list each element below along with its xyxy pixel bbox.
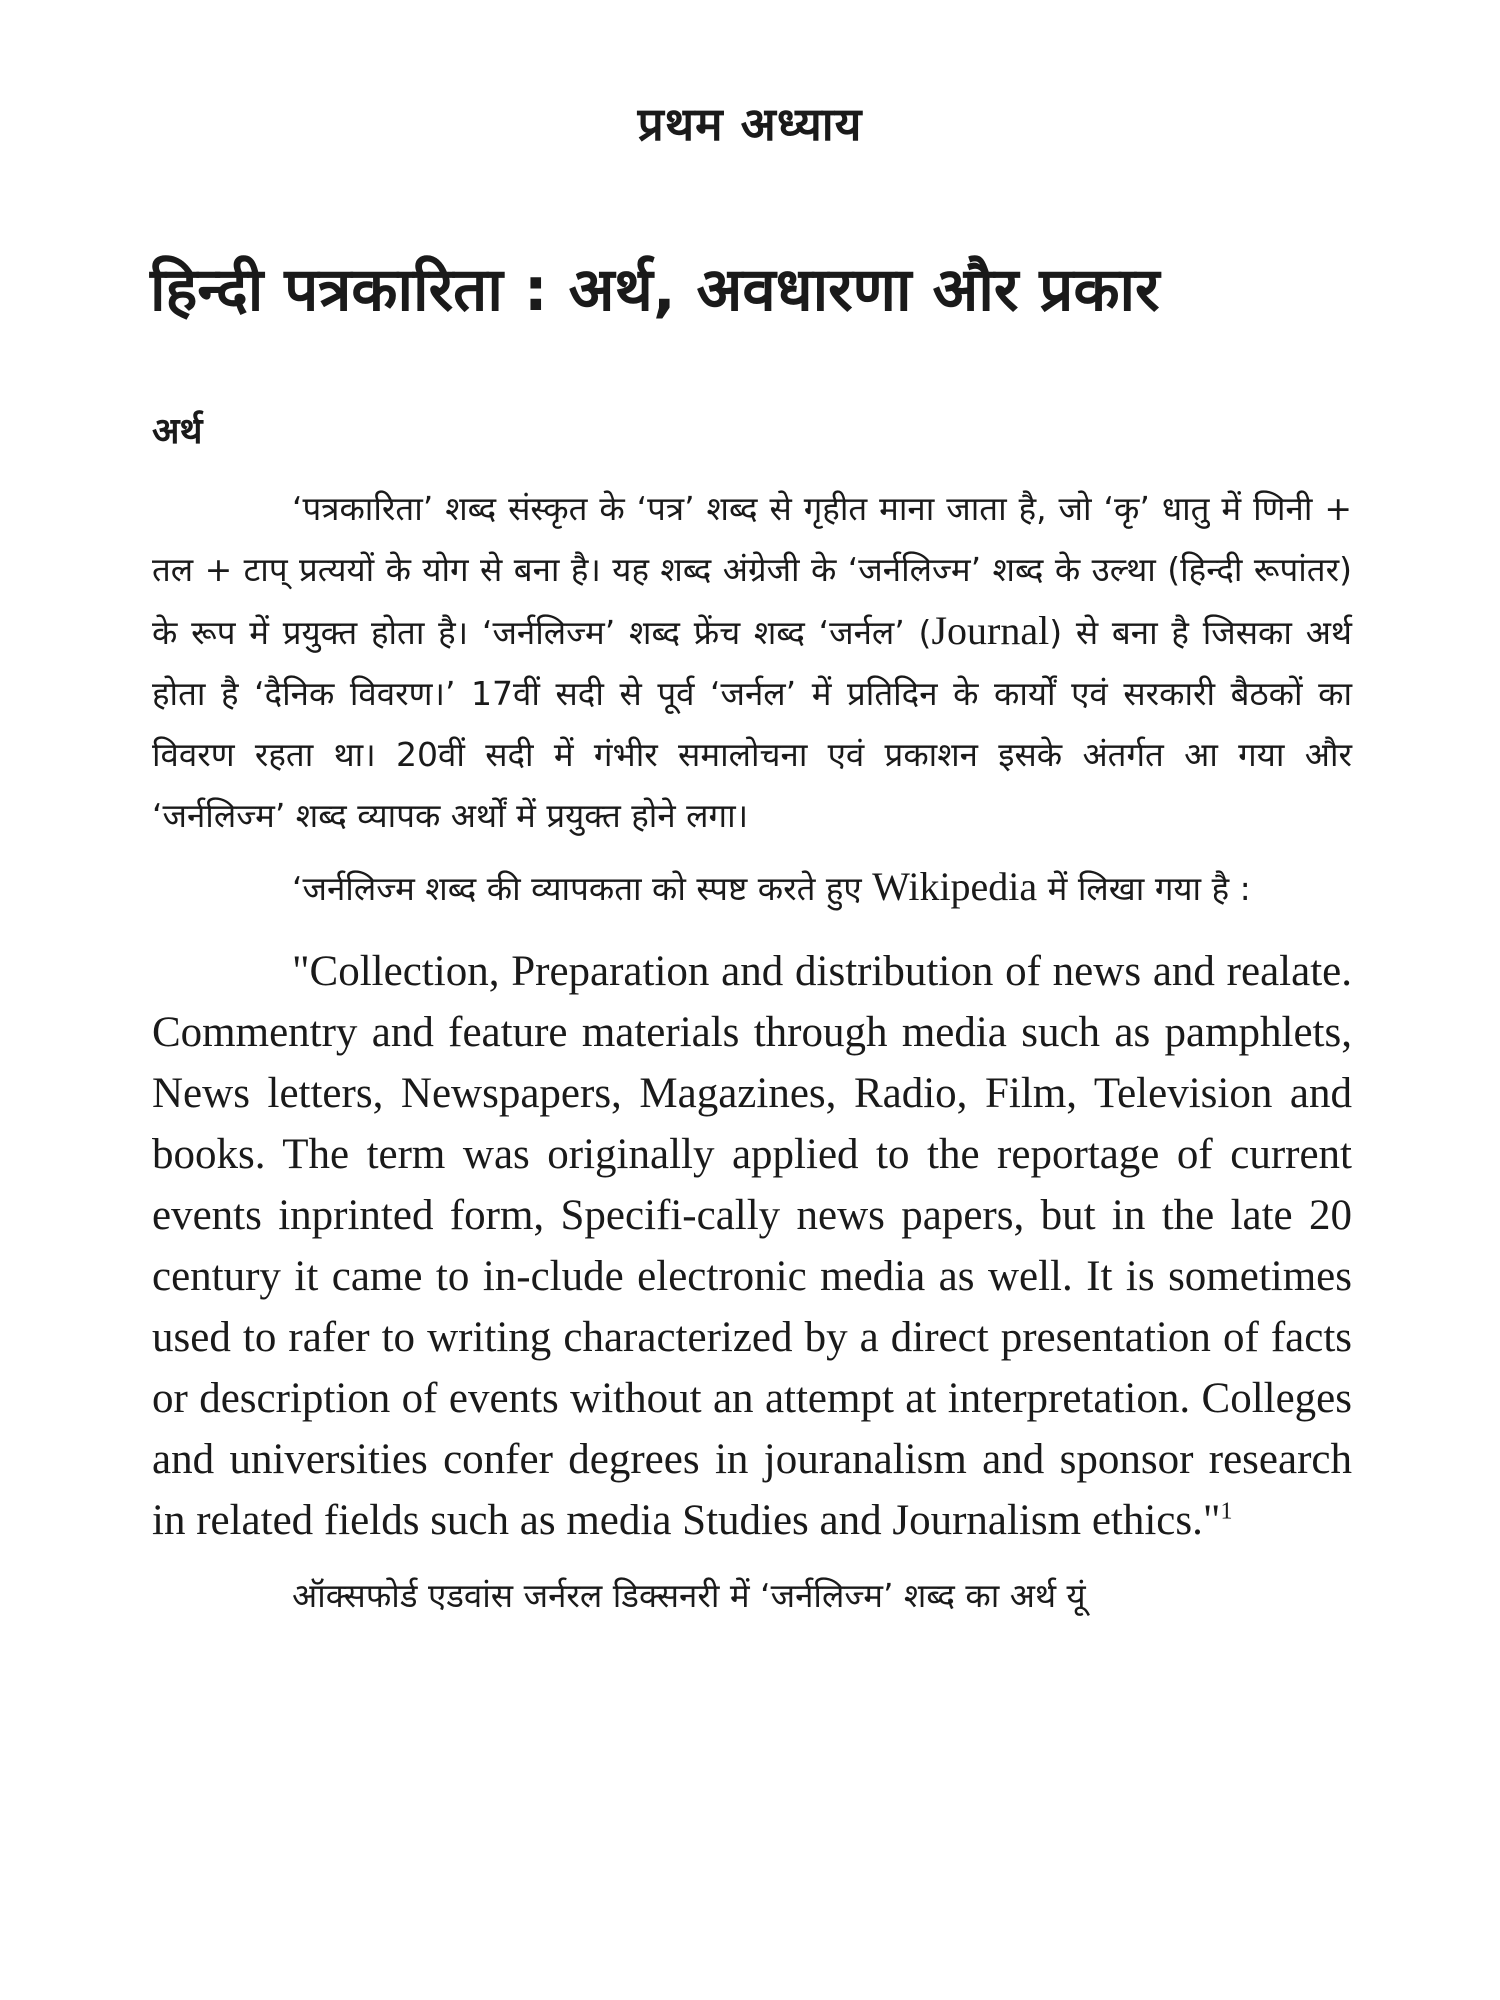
paragraph-oxford: ऑक्सफोर्ड एडवांस जर्नरल डिक्सनरी में ‘जर्नलिज्म’ शब्द का अर्थ यूं	[292, 1576, 1086, 1615]
page-body	[152, 478, 1352, 1636]
paragraph-meaning-part-1: ‘पत्रकारिता’ शब्द संस्कृत के ‘पत्र’ शब्द से गृहीत माना जाता है, जो ‘कृ’ धातु में णिनी + तल + टाप् प्रत्ययों के योग से बना है। यह शब्द अंग्रेजी के ‘जर्नलिज्म’ शब्द के उल्था (हिन्दी रूपांतर) के रूप में प्रयुक्त होता है। ‘जर्नलिज्म’ शब्द फ्रेंच शब्द ‘जर्नल’ (	[152, 489, 1352, 652]
wikipedia-quote-text: "Collection, Preparation and distribution of news and realate. Commentry and feature materials through media such as pamphlets, News letters, Newspapers, Magazines, Radio, Film, Television and books. The term was originally applied to the reportage of current events inprinted form, Specifi-cally news papers, but in the late 20 century it came to in-clude electronic media as well. It is sometimes used to rafer to writing characterized by a direct presentation of facts or description of events without an attempt at interpretation. Colleges and universities confer degrees in jouranalism and sponsor research in related fields such as media Studies and Journalism ethics."	[152, 948, 1352, 1544]
wikipedia-intro-part-1: ‘जर्नलिज्म शब्द की व्यापकता को स्पष्ट करते हुए	[292, 869, 873, 908]
chapter-number: प्रथम अध्याय	[637, 97, 863, 151]
section-heading: अर्थ	[152, 411, 203, 452]
journal-word: Journal	[931, 608, 1050, 653]
wikipedia-intro-part-2: में लिखा गया है :	[1037, 869, 1251, 908]
wikipedia-quote	[152, 941, 1352, 1551]
wikipedia-word: Wikipedia	[872, 864, 1038, 909]
paragraph-meaning-part-2: ) से बना है जिसका अर्थ होता है ‘दैनिक विवरण।’ 17वीं सदी से पूर्व ‘जर्नल’ में प्रतिदिन के कार्यों एवं सरकारी बैठकों का विवरण रहता था। 20वीं सदी में गंभीर समालोचना एवं प्रकाशन इसके अंतर्गत आ गया और ‘जर्नलिज्म’ शब्द व्यापक अर्थों में प्रयुक्त होने लगा।	[152, 613, 1352, 835]
chapter-title: हिन्दी पत्रकारिता : अर्थ, अवधारणा और प्रकार	[150, 255, 1160, 325]
paragraph-wikipedia-intro	[152, 856, 1352, 919]
paragraph-meaning	[152, 478, 1352, 846]
footnote-marker: 1	[1220, 1498, 1233, 1525]
